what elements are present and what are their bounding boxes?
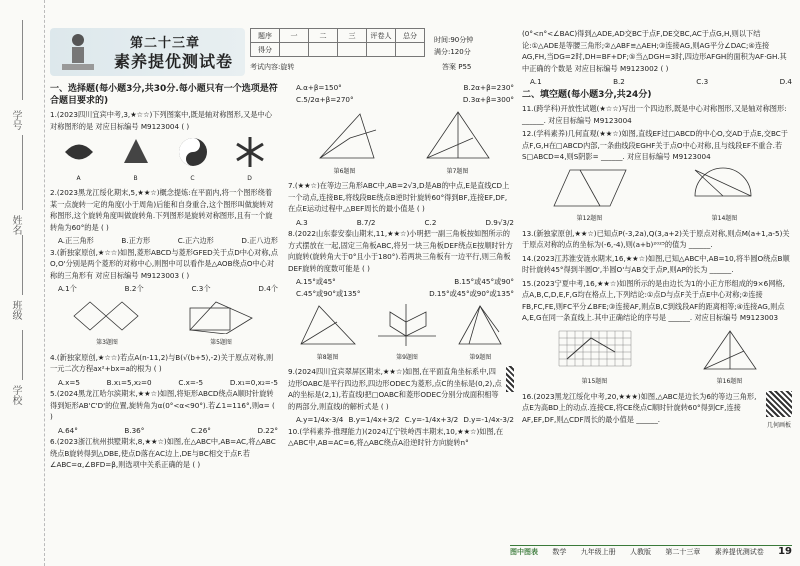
option: C.5/2α+β=270° <box>296 94 354 104</box>
footer-brand: 图中图表 <box>510 547 538 556</box>
q2-options <box>50 235 278 247</box>
question-16: 16.(2023黑龙江绥化中考,20,★★★)如图,△ABC是边长为6的等边三角形,点E为高BD上的动点.连接CE,将CE绕点C顺时针旋转60°得到CF,连接AF,EF,DF,则△CDF周长的最小值是 ______. <box>522 391 757 424</box>
question-10: 10.(学科素养·推理能力)(2024辽宁铁岭西丰期末,10,★★☆)如图,在△ABC中,AB=AC=6,将△ABC绕点A沿逆时针方向旋转n° <box>288 426 504 447</box>
question-10-cont: (0°<n°<∠BAC)得到△ADE,AD交BC于点F,DE交BC,AC于点G,H,则以下结论:①△ADE是等腰三角形;②△ABF≌△AEH;③连接AG,则AG平分∠DAC;④连接AG,FH,当DG=2时,DH=BF+DF;⑤当△DGH=3时,四边形AFGH的面积为AF·GH.其中正确的个数是 对应目标编号 M9123002 ( ) <box>522 29 787 73</box>
q10-options <box>522 76 792 88</box>
caption: 第9题图 <box>469 353 492 361</box>
caption: B <box>133 174 138 182</box>
caption: 第15题图 <box>581 378 608 385</box>
caption: 第9题图 <box>396 353 418 361</box>
bird-pattern-icon <box>118 135 154 169</box>
option: C.x=-5 <box>178 377 204 387</box>
option: B.2 <box>613 77 625 86</box>
option: B.7/2 <box>356 217 376 227</box>
caption: 第12题图 <box>576 215 603 222</box>
score-cell[interactable] <box>338 43 367 57</box>
class-label: 班级 <box>10 300 21 320</box>
option: D.4 <box>779 77 792 86</box>
footer-chapter: 第二十三章 <box>665 547 701 556</box>
rhombus-figure <box>72 298 142 334</box>
triangle-figure-6 <box>310 108 380 162</box>
q8-q9-figures <box>288 302 514 363</box>
score-row-label: 得分 <box>251 43 280 57</box>
option: D.y=-1/4x-3/2 <box>463 415 514 424</box>
option: A.正三角形 <box>58 236 94 245</box>
footer-subject: 数学 <box>552 547 567 556</box>
question-3: 3.(新独家原创,★☆☆)如图,菱形ABCD与菱形GFED关于点D中心对称,点O,O'分别是两个菱形的对称中心,则图中可以看作是△AOB绕点O中心对称的三角形有 对应目标编号 M9123003 ( ) <box>50 247 278 280</box>
option: C.3 <box>696 77 709 86</box>
school-label: 学校 <box>10 385 21 405</box>
exam-page <box>50 28 792 558</box>
equilateral-figure <box>700 327 760 373</box>
section-2-title: 二、填空题(每小题3分,共24分) <box>522 89 652 100</box>
footer-test: 素养提优测试卷 <box>714 547 764 556</box>
caption: 第3题图 <box>96 339 118 346</box>
snowflake-icon <box>232 135 268 169</box>
section-1-title: 一、选择题(每小题3分,共30分.每小题只有一个选项是符合题目要求的) <box>50 84 278 106</box>
column-2 <box>288 82 514 451</box>
score-cell[interactable] <box>396 43 425 57</box>
score-header: 题序 <box>251 29 280 43</box>
qr-code-icon[interactable] <box>506 366 514 392</box>
question-5: 5.(2024黑龙江哈尔滨期末,★★☆)如图,将矩形ABCD绕点A顺时针旋转得到矩形AB'C'D'的位置,旋转角为α(0°<α<90°).若∠1=116°,则α= ( ) <box>50 389 275 421</box>
question-13: 13.(新独家原创,★★☆)已知点P(-3,2a),Q(3,a+2)关于原点对称,则点M(a+1,a-5)关于原点对称的点的坐标为(-6,-4),则(a+b)²⁰²⁵的值为 ______. <box>522 228 790 249</box>
option: B.x₁=5,x₂=0 <box>106 377 152 387</box>
question-12: 12.(学科素养)几何直观(★★☆)如图,直线EF过□ABCD的中心O,交AD于点E,交BC于点F,G,H在□ABCD内部,一条曲线段EGHF关于点O中心对称,且与线段EF不重合.若S□ABCD=4,则S阴影= ______. 对应目标编号 M9123004 <box>522 129 788 161</box>
option: A.15°或45° <box>296 277 336 286</box>
q3-options <box>50 283 278 295</box>
option: A.64° <box>58 425 78 435</box>
caption: 第5题图 <box>210 339 232 346</box>
caption: 第16题图 <box>716 378 743 385</box>
score-cell[interactable] <box>309 43 338 57</box>
triangle-figure-7 <box>423 108 493 162</box>
question-11: 11.(跨学科)开放性试题(★☆☆)写出一个四边形,既是中心对称图形,又是轴对称图形: ______. 对应目标编号 M9123004 <box>522 104 787 125</box>
score-header: 评卷人 <box>367 29 396 43</box>
exam-meta <box>434 34 473 58</box>
q4-options <box>50 377 278 389</box>
qr-code-icon[interactable] <box>766 391 792 417</box>
q6-options-2 <box>288 94 514 106</box>
option: C.45°或90°或135° <box>296 288 361 298</box>
option: D.3α+β=300° <box>462 94 514 104</box>
column-3 <box>522 28 792 432</box>
question-9: 9.(2024四川宜宾翠屏区期末,★★☆)如图,在平面直角坐标系中,四边形OABC是平行四边形,四边形ODEC为菱形,点C的坐标是(0,2),点A的坐标是(2,1),若直线l把□OABC和菱形ODEC分别分成面积相等的两部分,则直线l的解析式是 ( ) <box>288 367 502 411</box>
question-14: 14.(2023江苏淮安涟水期末,16,★★☆)如图,已知△ABC中,AB=10,将半圆O绕点B顺时针旋转45°得到半圆O',半圆O'与AB交于点P,则AP的长为 ______. <box>522 253 790 274</box>
q15-q16-figures <box>522 327 792 388</box>
name-line <box>22 135 23 210</box>
option: A.x=5 <box>58 377 80 387</box>
score-header: 二 <box>309 29 338 43</box>
score-header: 总分 <box>396 29 425 43</box>
caption: D <box>247 174 252 182</box>
set-square-figure <box>297 302 359 348</box>
caption: 第14题图 <box>711 215 738 222</box>
q6-q7-figures <box>288 108 514 177</box>
option: B.正方形 <box>121 236 151 245</box>
question-7: 7.(★★☆)在等边三角形ABC中,AB=2√3,D是AB的中点,E是直线CD上一个动点,连接BE,将线段BE绕点B逆时针旋转60°得到BF,连接EF,DF,在点E运动过程中,△BEF周长的最小值是 ( ) <box>288 181 510 213</box>
q12-q14-figures <box>522 166 792 225</box>
semicircle-figure <box>685 166 765 210</box>
option: C.正六边形 <box>177 236 214 245</box>
q9-options <box>288 414 514 426</box>
triangle-figure-10 <box>455 302 505 348</box>
question-15: 15.(2023宁夏中考,16,★★☆)如图所示的是由边长为1的小正方形组成的9×6网格,点A,B,C,D,E,F,G均在格点上,下列结论:①点D与点F关于点E中心对称;②连接FB,FC,FE,则FC平分∠BFE;③连接AF,则点B,C到线段AF的距离相等;④连接AG,则点A,E,G在同一条直线上.其中正确结论的序号是 ______. 对应目标编号 M9123003 <box>522 278 785 322</box>
question-4: 4.(新独家原创,★☆☆)若点A(n-11,2)与B(√(b+5),-2)关于原点对称,则一元二次方程ax²+bx=a的根为 ( ) <box>50 352 274 373</box>
school-line <box>22 330 23 380</box>
exam-content: 考试内容:旋转 <box>250 63 295 71</box>
rectangle-figure <box>186 298 256 334</box>
option: B.2α+β=230° <box>463 83 514 92</box>
q6-options <box>288 82 514 94</box>
fish-pattern-icon <box>61 135 97 169</box>
title-banner <box>50 28 245 76</box>
question-8: 8.(2022山东泰安泰山期末,11,★★☆)小明把一副三角板按如图所示的方式摆放在一起,固定三角板ABC,将另一块三角板DEF绕点E按顺时针方向旋转(旋转角大于0°且小于180°).若两块三角板有一边平行,则三角板DEF旋转的度数可能是 ( ) <box>288 229 513 273</box>
q8-options-2 <box>288 288 514 300</box>
chapter-title: 第二十三章 <box>130 36 201 51</box>
full-score: 满分:120分 <box>434 48 471 56</box>
footer-edition: 人教版 <box>630 547 652 556</box>
name-label: 姓名 <box>10 215 21 235</box>
caption: A <box>76 174 81 182</box>
binding-margin <box>0 0 45 566</box>
class-line <box>22 235 23 295</box>
student-illustration-icon <box>58 30 98 74</box>
question-1: 1.(2023四川宜宾中考,3,★☆☆)下列图案中,既是轴对称图形,又是中心对称图形的是 对应目标编号 M9123004 ( ) <box>50 110 272 131</box>
question-6: 6.(2023浙江杭州拱墅期末,8,★★☆)如图,在△ABC中,AB=AC,将△ABC绕点B旋转得到△DBE,使点D落在AC边上,DE与BC相交于点F.若∠ABC=α,∠BFD=β,则选项中关系正确的是 ( ) <box>50 437 276 469</box>
option: D.4个 <box>258 284 278 293</box>
option: B.2个 <box>124 284 144 293</box>
q3-q5-figures <box>50 298 278 349</box>
option: D.15°或45°或90°或135° <box>429 288 514 298</box>
coordinate-figure <box>376 302 438 348</box>
q8-options <box>288 276 514 288</box>
option: A.1个 <box>58 284 77 293</box>
option: B.36° <box>124 425 145 435</box>
page-number: 19 <box>778 546 792 557</box>
score-cell[interactable] <box>280 43 309 57</box>
q9-wrap <box>288 366 514 414</box>
column-1 <box>50 82 278 473</box>
option: D.9√3/2 <box>485 217 514 227</box>
student-id-label: 学号 <box>10 110 21 130</box>
option: D.正八边形 <box>241 236 278 245</box>
q5-options <box>50 425 278 437</box>
header <box>50 28 512 76</box>
option: C.2 <box>424 217 437 227</box>
id-line <box>22 20 23 100</box>
option: A.3 <box>296 217 308 227</box>
option: D.22° <box>257 425 278 435</box>
option: B.y=1/4x+3/2 <box>348 415 400 424</box>
caption: 第7题图 <box>446 167 469 175</box>
footer <box>510 545 792 557</box>
score-table <box>250 28 425 57</box>
option: A.α+β=150° <box>296 83 342 92</box>
score-cell[interactable] <box>367 43 396 57</box>
q1-figures <box>50 135 278 184</box>
circle-pattern-icon <box>175 135 211 169</box>
grid-figure <box>555 327 635 373</box>
qr-caption: 几何画板 <box>766 422 791 429</box>
caption: 第8题图 <box>316 353 339 361</box>
option: B.15°或45°或90° <box>454 277 514 286</box>
caption: C <box>190 174 195 182</box>
answer-ref: 答案 P55 <box>442 63 472 71</box>
time-limit: 时间:90分钟 <box>434 36 474 44</box>
score-header: 一 <box>280 29 309 43</box>
option: C.y=-1/4x+3/2 <box>404 415 459 424</box>
parallelogram-figure <box>550 166 630 210</box>
score-header: 三 <box>338 29 367 43</box>
footer-grade: 九年级上册 <box>580 547 616 556</box>
question-2: 2.(2023黑龙江绥化期末,5,★★☆)概念提炼:在平面内,将一个图形绕着某一点旋转一定的角度(小于周角)后能和自身重合,这个图形叫做旋转对称图形,这个旋转角度叫做旋转角.下列图形是旋转对称图形,且有一个旋转角为60°的是 ( ) <box>50 188 274 232</box>
option: C.3个 <box>191 284 211 293</box>
option: C.26° <box>190 425 211 435</box>
option: D.x₁=0,x₂=-5 <box>229 377 278 387</box>
test-title: 素养提优测试卷 <box>114 52 234 71</box>
option: A.1 <box>530 77 542 86</box>
q16-wrap <box>522 391 792 432</box>
option: A.y=1/4x-3/4 <box>296 415 344 424</box>
caption: 第6题图 <box>333 167 356 175</box>
q7-options <box>288 217 514 229</box>
